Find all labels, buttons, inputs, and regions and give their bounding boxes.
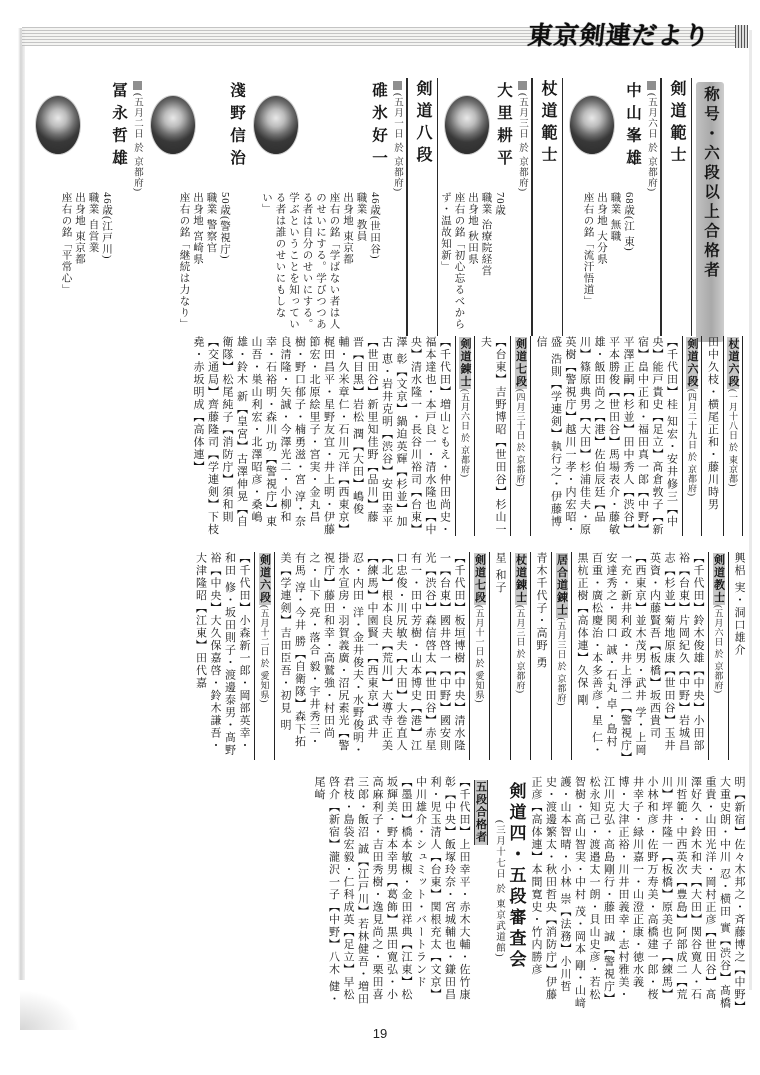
profile-detail-line: 50歳(警視庁) <box>219 192 230 260</box>
portrait-photo <box>36 96 80 154</box>
profile-detail-line: 68歳(江 東) <box>623 192 634 252</box>
profile-entry <box>566 78 692 336</box>
portrait-photo <box>151 96 195 154</box>
profile-name: 碓氷好一 <box>370 82 387 172</box>
section-mark <box>133 81 142 90</box>
section-heading <box>682 336 703 536</box>
profile-entry <box>147 78 247 336</box>
names-list: 【千代田】板垣博樹【中央】清水隆一【台東】國井啓一【中野】國安則光【渋谷】森信啓太【世田谷】赤星有一・田中芳樹・山本博史【港】江口忠俊・川尻敏夫【大田】大巻直人【北】根本良夫【荒川】大導寺正美【練馬】中園賢一【西東京】武井 忍・内田 洋・金井俊夫・水野俊明・掛水宣房・羽賀義廣・沼尻素光【警視庁】藤田和幸・高鷲強・村田尚之・山下 亮・落合 毅・宇井秀三・有馬 淳・今井 勝【自衛隊】森下拓美【学連剣】吉田臣吾・初見 明 <box>279 552 465 757</box>
profile-exam-date: (五月一日 於 京都府) <box>390 78 404 336</box>
masthead-title: 東京剣連だより <box>526 23 712 50</box>
profile-detail-line: 46歳(世田谷) <box>369 192 380 260</box>
section-heading <box>510 336 531 536</box>
page-title: 称号・六段以上合格者 <box>696 82 724 342</box>
section-heading <box>254 552 275 760</box>
profile-details <box>441 192 506 334</box>
profile-detail-line: 70歳 <box>494 192 505 216</box>
section-heading-date: (五月六日 於 京都府) <box>713 605 724 694</box>
profile-details <box>32 192 113 334</box>
profile-exam-date: (五月三日 於 京都府) <box>515 78 529 336</box>
section-heading-label: 剣道七段 <box>514 338 527 388</box>
profile-exam-date: (五月六日 於 京都府) <box>644 78 658 336</box>
section-heading-date: (五月三日 於 京都府) <box>556 617 567 706</box>
profile-category: 剣道八段 <box>406 78 438 336</box>
names-list: 明【新宿】佐々木邦之・斉藤博之【中野】大重史朗・中川 忍・横田 實【渋谷】髙橋重貴・山田光洋・岡村正彦【世田谷】髙澤好久・鈴木和夫【大田】関谷寛人・石川哲範・中西英次【豊島】阿部成二【荒川】坪井隆一【板橋】原美也子【練馬】小林和彦・佐野万寿美・高橋建一郎・桜井幸子・緑川嘉一・山澄正康・徳水義博・大津正裕・川井田義幸・志村雅美・江川克弘・高島剛行・藤田 誠【警視庁】松永知己・渡邉太一朗・貝山史彦・若松智樹・高山智実・中村 茂・岡本 剛・山﨑 護・山本智晴・小林 崇【法務】小川哲史・渡邊繁太・秋田哲央【消防庁】伊藤正彦【高体連】本間寛史・竹内勝彦 <box>530 776 745 1010</box>
section-heading-date: (一月十八日 於 東京都) <box>728 389 738 487</box>
results-band-2 <box>30 552 746 760</box>
profile-detail-line: 職業 治療院経営 <box>480 192 492 277</box>
section-heading-date: (四月二十九日 於 京都府) <box>687 389 697 497</box>
section-heading-date: (五月六日 於 京都府) <box>460 389 470 478</box>
profile-detail-line: 職業 教員 <box>355 192 367 242</box>
section-heading <box>510 552 531 760</box>
sub-heading <box>473 776 488 1012</box>
profile-detail-line: 出身地 秋田県 <box>467 192 478 265</box>
page-number: 19 <box>372 1026 388 1041</box>
section-heading <box>469 552 490 760</box>
profile-detail-line: 座右の銘「継続は力なり」 <box>178 192 190 330</box>
profiles-row <box>32 78 692 336</box>
names-list: 【千代田】上田幸平・赤木大輔・佐竹康彰【中央】飯塚玲奈・宮城輔也・鎌田昌利・児玉清人【台東】関根充太【文京】中川雄介・シュミット・バートランド【墨田】橋本敏槻・金田祥典【江東】松坂輝美・野本幸男【葛飾】黒田寛弘・小高麻利子・吉田秀樹・逸見尚之・栗田喜三郎・飯沼 誠【江戸川】若林健吾・増田君枝・島袋宏毅・仁科成英【足立】早松啓介【新宿】瀧沢一子【中野】八木 健・尾崎 <box>313 776 470 1006</box>
names-list: 【千代田】桂 知宏・安井修三【中央】能戸貴史【足立】髙倉敦子【新宿】畠中正和・福田真一郎【中野】平澤正嗣【杉並】田中秀人【渋谷】平本勝俊【世田谷】馬場表介・藤敏雄・飯田尚之【港】佐伯辰廷【品川】篠原典男【大田】杉浦佳夫・原英樹【警視庁】越川一孝・内宏昭・盛 浩則【学連剣】執行之・伊藤博信 <box>535 336 678 536</box>
names-list: 【千代田】増山ともえ・仲田尚史・福本達也・本戸良一・清水隆也【中央】清水隆一・長谷川裕司【台東】澤 彰【文京】鍋迫英輝【杉並】加古 恵・岩井克明【渋谷】安田幸平【世田谷】新里知佳野【品川】藤 晋【目黒】岩松 潤【大田】嶋俊輔・久米章仁・石川元洋【西東京】梶田昌平・星野友宜・井上明・伊藤節宏・北原絵里子・宮実・金丸昌樹・野口郁子・楠勇滋・宮 淳・奈良清隆・矢誠・今澤光二・小柳和幸・石裕明・森川 功【警視庁】東山吾・巣山利宏・北澤昭彦・桑嶋雄・鈴木 新【皇宮】古澤伸晃【自衛隊】松尾純子【消防庁】須和則【交通局】齊藤隆司【学連剣】下枝 堯・赤坂明成【高体連】 <box>192 336 451 536</box>
profile-entry <box>441 78 563 336</box>
exam-session-date: (三月十七日 於 東京武道館) <box>494 820 504 959</box>
profile-detail-line: 職業 自営業 <box>87 192 99 254</box>
profile-name: 淺野信治 <box>228 82 245 172</box>
portrait-photo <box>254 96 298 154</box>
section-heading-date: (五月三日 於 京都府) <box>515 605 526 694</box>
profile-details <box>566 192 635 334</box>
profile-detail-line: 座右の銘「初心忘るべからず・温故知新」 <box>440 192 465 330</box>
section-heading-date: (四月三十日 於 京都府) <box>515 389 526 487</box>
profile-detail-line: 出身地 大分県 <box>596 192 607 265</box>
scan-edge-right <box>749 30 752 990</box>
names-list: 【台東】吉野博昭【世田谷】杉山一夫 <box>479 336 506 536</box>
section-mark <box>393 81 402 90</box>
section-heading-label: 杖道六段 <box>727 338 739 388</box>
section-heading-label: 居合道錬士 <box>555 554 568 617</box>
names-list: 星 和子 <box>494 552 506 594</box>
profile-detail-line: 座右の銘「流汗悟道」 <box>582 192 594 307</box>
section-mark <box>647 81 656 90</box>
profile-entry <box>250 78 438 336</box>
results-band-3 <box>30 776 746 1012</box>
profile-detail-line: 座右の銘「学ばない者は人のせいにする。学びつつある者は自分のせいにする。学ぶということを知っている者は誰のせいにもしない」 <box>261 192 340 330</box>
masthead-edge-pattern <box>735 25 748 48</box>
profile-details <box>147 192 231 334</box>
section-heading <box>551 552 572 760</box>
section-heading <box>708 552 729 760</box>
profile-name: 大里耕平 <box>495 82 512 172</box>
section-heading-label: 杖道錬士 <box>514 554 527 604</box>
section-heading <box>723 336 744 536</box>
profile-name: 冨永哲雄 <box>110 82 127 172</box>
sub-heading-label: 五段合格者 <box>474 781 487 844</box>
section-heading-label: 剣道六段 <box>686 338 698 388</box>
profile-entry <box>32 78 144 336</box>
names-list: 【千代田】小森新一郎・岡部英幸・和田 修・坂田則子・渡邊泰男・髙野 裕【中央】大久保嘉啓・鈴木謙吾・大津隆昭【江東】田代嘉 <box>194 552 250 757</box>
scan-edge-left <box>18 28 25 980</box>
profile-detail-line: 職業 無職 <box>609 192 621 242</box>
profile-category: 杖道範士 <box>531 78 563 336</box>
profile-detail-line: 46歳(江戸川) <box>101 192 112 260</box>
section-heading-label: 剣道七段 <box>473 554 486 604</box>
portrait-photo <box>570 96 614 154</box>
names-list: 青木千代子・高野 勇 <box>535 552 547 669</box>
section-heading-date: (五月十二日 於 愛知県) <box>259 605 270 703</box>
section-heading-date: (五月十一日 於 愛知県) <box>474 605 485 703</box>
section-heading-label: 剣道六段 <box>258 554 271 604</box>
section-heading <box>455 336 476 536</box>
names-list: 興梠 実・洞口雄介 <box>733 552 745 657</box>
profile-exam-date: (五月二日 於 京都府) <box>130 78 144 336</box>
section-heading-label: 剣道教士 <box>712 554 725 604</box>
profile-detail-line: 座右の銘「平常心」 <box>60 192 72 296</box>
profile-category: 剣道範士 <box>660 78 692 336</box>
section-mark <box>518 81 527 90</box>
profile-detail-line: 職業 警察官 <box>205 192 217 254</box>
profile-detail-line: 出身地 東京都 <box>74 192 85 265</box>
names-list: 【千代田】鈴木俊雄【中央】小田部裕【台東】片岡紀久【中野】岩城昌志【杉並】菊地原康【世田谷】玉井英資・内藤賢吾【板橋】坂西貴司【西東京】並木茂男・武井 学・上岡一充・新井利政・井上淨二【警視庁】安達秀之・関口 誠・石丸 卓・島村百重・廣松慶治・本多善彦・星 仁・黒杭正樹【高体連】久保 剛 <box>576 552 704 759</box>
profile-name: 中山峯雄 <box>624 82 641 172</box>
results-band-1 <box>30 336 746 536</box>
section-heading-label: 剣道錬士 <box>459 338 471 388</box>
portrait-photo <box>445 96 489 154</box>
names-list: 田中久枝・横尾正和・藤川時男 <box>706 336 719 511</box>
profile-detail-line: 出身地 宮崎県 <box>192 192 203 265</box>
profile-details <box>250 192 381 334</box>
exam-session-title: 剣道四・五段審査会 <box>506 782 526 971</box>
profile-detail-line: 出身地 東京都 <box>342 192 353 265</box>
